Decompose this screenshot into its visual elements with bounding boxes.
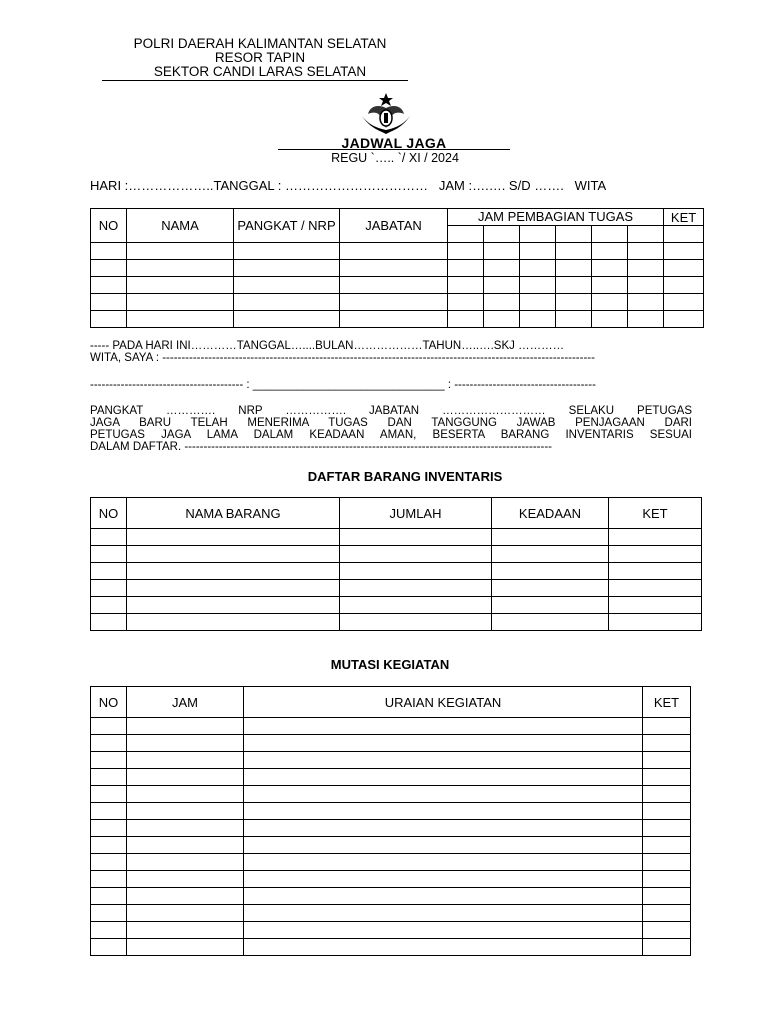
table-cell	[643, 718, 691, 735]
statement-line-1: ----- PADA HARI INI…………TANGGAL…....BULAN………………TAHUN…..….SKJ …………	[90, 340, 565, 352]
table-cell	[234, 294, 340, 311]
table-cell	[609, 614, 702, 631]
table-row	[91, 939, 691, 956]
inventory-table-body	[91, 529, 702, 631]
table-cell	[127, 786, 244, 803]
table-cell	[609, 563, 702, 580]
table-cell	[643, 871, 691, 888]
table-row	[91, 769, 691, 786]
table-cell	[127, 563, 340, 580]
table-cell	[448, 294, 484, 311]
table-row	[91, 786, 691, 803]
table-cell	[609, 529, 702, 546]
table-cell	[127, 905, 244, 922]
table-cell	[91, 837, 127, 854]
table-cell	[127, 580, 340, 597]
table-cell	[91, 888, 127, 905]
table-cell	[643, 939, 691, 956]
table-cell	[643, 820, 691, 837]
table-cell	[664, 226, 704, 243]
table-cell	[484, 260, 520, 277]
col-header-jam: JAM	[127, 687, 244, 718]
table-cell	[127, 277, 234, 294]
table-cell	[556, 226, 592, 243]
table-cell	[127, 769, 244, 786]
table-cell	[484, 277, 520, 294]
table-cell	[244, 752, 643, 769]
table-cell	[664, 243, 704, 260]
header-line-3: SEKTOR CANDI LARAS SELATAN	[153, 64, 367, 79]
table-cell	[234, 243, 340, 260]
table-cell	[127, 597, 340, 614]
table-cell	[91, 563, 127, 580]
table-cell	[91, 735, 127, 752]
table-row	[91, 871, 691, 888]
table-cell	[91, 260, 127, 277]
table-row	[91, 837, 691, 854]
table-cell	[628, 243, 664, 260]
table-cell	[127, 294, 234, 311]
table-row	[91, 260, 704, 277]
table-cell	[91, 854, 127, 871]
table-cell	[556, 294, 592, 311]
table-row	[91, 735, 691, 752]
duty-table	[90, 208, 704, 328]
table-cell	[234, 311, 340, 328]
table-cell	[492, 546, 609, 563]
table-cell	[91, 871, 127, 888]
table-cell	[520, 260, 556, 277]
table-cell	[643, 922, 691, 939]
table-cell	[91, 546, 127, 563]
statement-line-2: WITA, SAYA : -----------------------------------------------------------------------------------------------------------------	[90, 352, 595, 364]
table-cell	[643, 735, 691, 752]
table-cell	[340, 260, 448, 277]
table-cell	[127, 718, 244, 735]
table-cell	[609, 546, 702, 563]
table-cell	[340, 294, 448, 311]
table-cell	[556, 311, 592, 328]
paragraph-line-4: DALAM DAFTAR. ------------------------------------------------------------------------------------------------	[90, 441, 552, 453]
table-cell	[127, 803, 244, 820]
table-row	[91, 922, 691, 939]
table-cell	[91, 939, 127, 956]
table-cell	[91, 820, 127, 837]
table-row	[91, 546, 702, 563]
table-cell	[127, 243, 234, 260]
table-cell	[592, 226, 628, 243]
table-cell	[643, 786, 691, 803]
table-cell	[244, 786, 643, 803]
statement-line-3: ---------------------------------------- : ______________________________ : -------------------------------------	[90, 379, 596, 391]
table-cell	[484, 226, 520, 243]
table-cell	[492, 614, 609, 631]
table-cell	[643, 905, 691, 922]
table-row	[91, 294, 704, 311]
table-cell	[448, 260, 484, 277]
col-header-pangkat: PANGKAT / NRP	[234, 209, 340, 243]
col-header-no: NO	[91, 498, 127, 529]
table-cell	[340, 546, 492, 563]
table-cell	[127, 529, 340, 546]
table-cell	[91, 243, 127, 260]
table-cell	[244, 820, 643, 837]
table-cell	[127, 939, 244, 956]
table-cell	[556, 277, 592, 294]
table-cell	[448, 243, 484, 260]
col-header-jabatan: JABATAN	[340, 209, 448, 243]
table-cell	[91, 786, 127, 803]
table-cell	[127, 546, 340, 563]
table-cell	[664, 277, 704, 294]
table-cell	[592, 294, 628, 311]
table-cell	[91, 769, 127, 786]
table-row	[91, 243, 704, 260]
col-header-jam-pembagian: JAM PEMBAGIAN TUGAS	[448, 209, 664, 226]
table-cell	[448, 311, 484, 328]
col-header-ket: KET	[643, 687, 691, 718]
table-cell	[127, 735, 244, 752]
table-cell	[234, 260, 340, 277]
table-cell	[127, 614, 340, 631]
table-row	[91, 597, 702, 614]
table-cell	[91, 614, 127, 631]
table-cell	[244, 837, 643, 854]
table-cell	[643, 854, 691, 871]
inventory-table	[90, 497, 702, 631]
paragraph-line-2: JAGA BARU TELAH MENERIMA TUGAS DAN TANGGUNG JAWAB PENJAGAAN DARI	[90, 417, 692, 429]
table-cell	[628, 277, 664, 294]
col-header-jumlah: JUMLAH	[340, 498, 492, 529]
regu-line: REGU `….. `/ XI / 2024	[331, 151, 459, 165]
table-cell	[592, 311, 628, 328]
table-cell	[628, 311, 664, 328]
table-cell	[91, 529, 127, 546]
table-cell	[340, 580, 492, 597]
table-cell	[127, 752, 244, 769]
table-cell	[340, 563, 492, 580]
duty-table-body	[91, 243, 704, 328]
table-cell	[520, 277, 556, 294]
table-cell	[628, 260, 664, 277]
table-cell	[448, 226, 484, 243]
activities-table	[90, 686, 691, 956]
activities-title: MUTASI KEGIATAN	[330, 657, 450, 672]
paragraph-line-3: PETUGAS JAGA LAMA DALAM KEADAAN AMAN, BESERTA BARANG INVENTARIS SESUAI	[90, 429, 692, 441]
table-cell	[609, 580, 702, 597]
table-cell	[91, 311, 127, 328]
table-cell	[643, 769, 691, 786]
table-cell	[492, 597, 609, 614]
table-cell	[643, 888, 691, 905]
table-cell	[520, 226, 556, 243]
table-row	[91, 718, 691, 735]
table-cell	[484, 294, 520, 311]
header-underline	[102, 80, 408, 81]
table-cell	[244, 735, 643, 752]
table-cell	[91, 597, 127, 614]
table-cell	[592, 260, 628, 277]
table-cell	[340, 614, 492, 631]
table-row	[91, 614, 702, 631]
table-cell	[244, 854, 643, 871]
table-row	[91, 854, 691, 871]
table-cell	[127, 922, 244, 939]
table-cell	[91, 752, 127, 769]
paragraph-line-1: PANGKAT …………. NRP ……………. JABATAN ……………………… SELAKU PETUGAS	[90, 405, 692, 417]
table-row	[91, 563, 702, 580]
table-cell	[91, 718, 127, 735]
table-cell	[628, 294, 664, 311]
table-cell	[556, 243, 592, 260]
table-cell	[643, 837, 691, 854]
table-cell	[127, 311, 234, 328]
document-title: JADWAL JAGA	[341, 135, 447, 151]
table-row	[91, 277, 704, 294]
table-cell	[592, 277, 628, 294]
table-cell	[340, 529, 492, 546]
table-cell	[484, 311, 520, 328]
table-cell	[127, 260, 234, 277]
table-cell	[340, 243, 448, 260]
table-cell	[244, 905, 643, 922]
table-cell	[127, 837, 244, 854]
table-cell	[609, 597, 702, 614]
title-underline	[278, 149, 510, 150]
col-header-ket: KET	[609, 498, 702, 529]
table-cell	[244, 888, 643, 905]
col-header-nama: NAMA	[127, 209, 234, 243]
table-cell	[127, 820, 244, 837]
table-row	[91, 905, 691, 922]
table-cell	[244, 803, 643, 820]
header-line-2: RESOR TAPIN	[214, 50, 306, 65]
table-row	[91, 752, 691, 769]
table-cell	[340, 277, 448, 294]
table-cell	[91, 580, 127, 597]
table-row	[91, 888, 691, 905]
table-cell	[127, 871, 244, 888]
col-header-keadaan: KEADAAN	[492, 498, 609, 529]
activities-table-body	[91, 718, 691, 956]
table-cell	[664, 260, 704, 277]
inventory-title: DAFTAR BARANG INVENTARIS	[307, 469, 503, 484]
table-cell	[244, 718, 643, 735]
table-cell	[91, 277, 127, 294]
table-cell	[127, 854, 244, 871]
table-cell	[244, 922, 643, 939]
table-row	[91, 311, 704, 328]
table-cell	[234, 277, 340, 294]
table-cell	[664, 294, 704, 311]
table-cell	[340, 311, 448, 328]
table-row	[91, 820, 691, 837]
table-cell	[520, 243, 556, 260]
table-cell	[91, 294, 127, 311]
table-cell	[484, 243, 520, 260]
table-cell	[448, 277, 484, 294]
hari-tanggal-jam-line: HARI :………………..TANGGAL : …………………………… JAM :….…. S/D ……. WITA	[90, 178, 607, 193]
table-cell	[492, 580, 609, 597]
table-cell	[127, 888, 244, 905]
table-cell	[628, 226, 664, 243]
table-cell	[91, 803, 127, 820]
col-header-no: NO	[91, 687, 127, 718]
table-cell	[244, 939, 643, 956]
table-cell	[643, 752, 691, 769]
col-header-ket: KET	[664, 209, 704, 226]
table-cell	[340, 597, 492, 614]
table-row	[91, 529, 702, 546]
table-cell	[520, 294, 556, 311]
table-cell	[492, 563, 609, 580]
table-cell	[520, 311, 556, 328]
table-cell	[592, 243, 628, 260]
table-cell	[664, 311, 704, 328]
table-row	[91, 803, 691, 820]
header-line-1: POLRI DAERAH KALIMANTAN SELATAN	[133, 36, 387, 51]
col-header-nama-barang: NAMA BARANG	[127, 498, 340, 529]
table-cell	[91, 905, 127, 922]
col-header-uraian: URAIAN KEGIATAN	[244, 687, 643, 718]
police-emblem-icon	[358, 92, 414, 136]
table-cell	[244, 769, 643, 786]
col-header-no: NO	[91, 209, 127, 243]
table-cell	[643, 803, 691, 820]
table-cell	[244, 871, 643, 888]
table-cell	[556, 260, 592, 277]
table-row	[91, 580, 702, 597]
table-cell	[492, 529, 609, 546]
table-cell	[91, 922, 127, 939]
